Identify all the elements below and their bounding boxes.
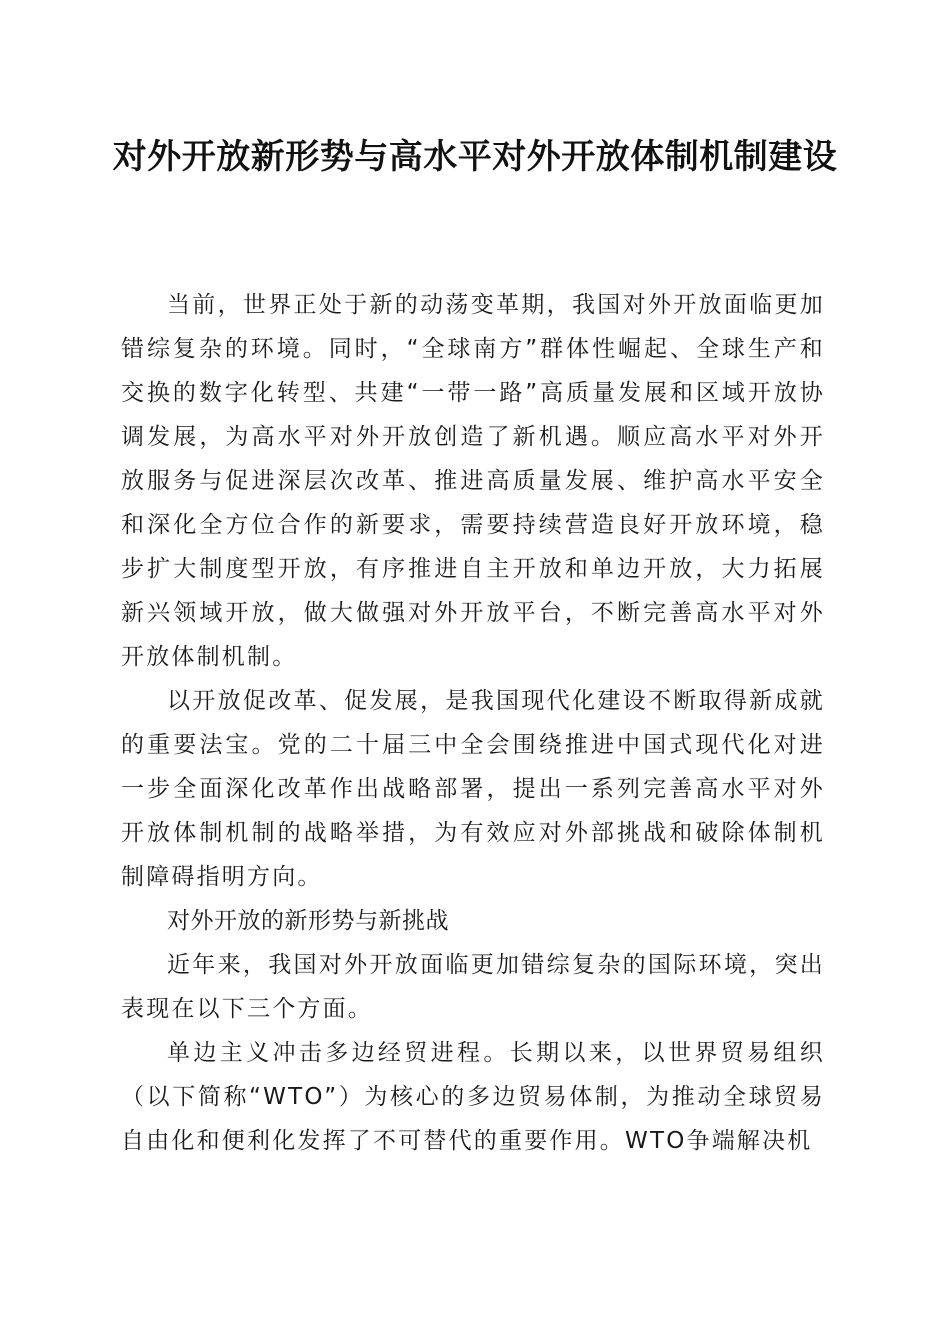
- document-body: [121, 283, 825, 1163]
- paragraph-reform: 以开放促改革、促发展，是我国现代化建设不断取得新成就的重要法宝。党的二十届三中全会围绕推进中国式现代化对进一步全面深化改革作出战略部署，提出一系列完善高水平对外开放体制机制的战略举措，为有效应对外部挑战和破除体制机制障碍指明方向。: [121, 688, 825, 890]
- paragraph-environment: 近年来，我国对外开放面临更加错综复杂的国际环境，突出表现在以下三个方面。: [121, 952, 825, 1022]
- document-title: 对外开放新形势与高水平对外开放体制机制建设: [112, 137, 838, 177]
- section-heading: 对外开放的新形势与新挑战: [167, 908, 449, 934]
- paragraph-intro: 当前，世界正处于新的动荡变革期，我国对外开放面临更加错综复杂的环境。同时，“全球南方”群体性崛起、全球生产和交换的数字化转型、共建“一带一路”高质量发展和区域开放协调发展，为高水平对外开放创造了新机遇。顺应高水平对外开放服务与促进深层次改革、推进高质量发展、维护高水平安全和深化全方位合作的新要求，需要持续营造良好开放环境，稳步扩大制度型开放，有序推进自主开放和单边开放，大力拓展新兴领域开放，做大做强对外开放平台，不断完善高水平对外开放体制机制。: [121, 292, 825, 670]
- paragraph-unilateralism: 单边主义冲击多边经贸进程。长期以来，以世界贸易组织（以下简称“WTO”）为核心的多边贸易体制，为推动全球贸易自由化和便利化发挥了不可替代的重要作用。WTO争端解决机: [121, 1040, 825, 1154]
